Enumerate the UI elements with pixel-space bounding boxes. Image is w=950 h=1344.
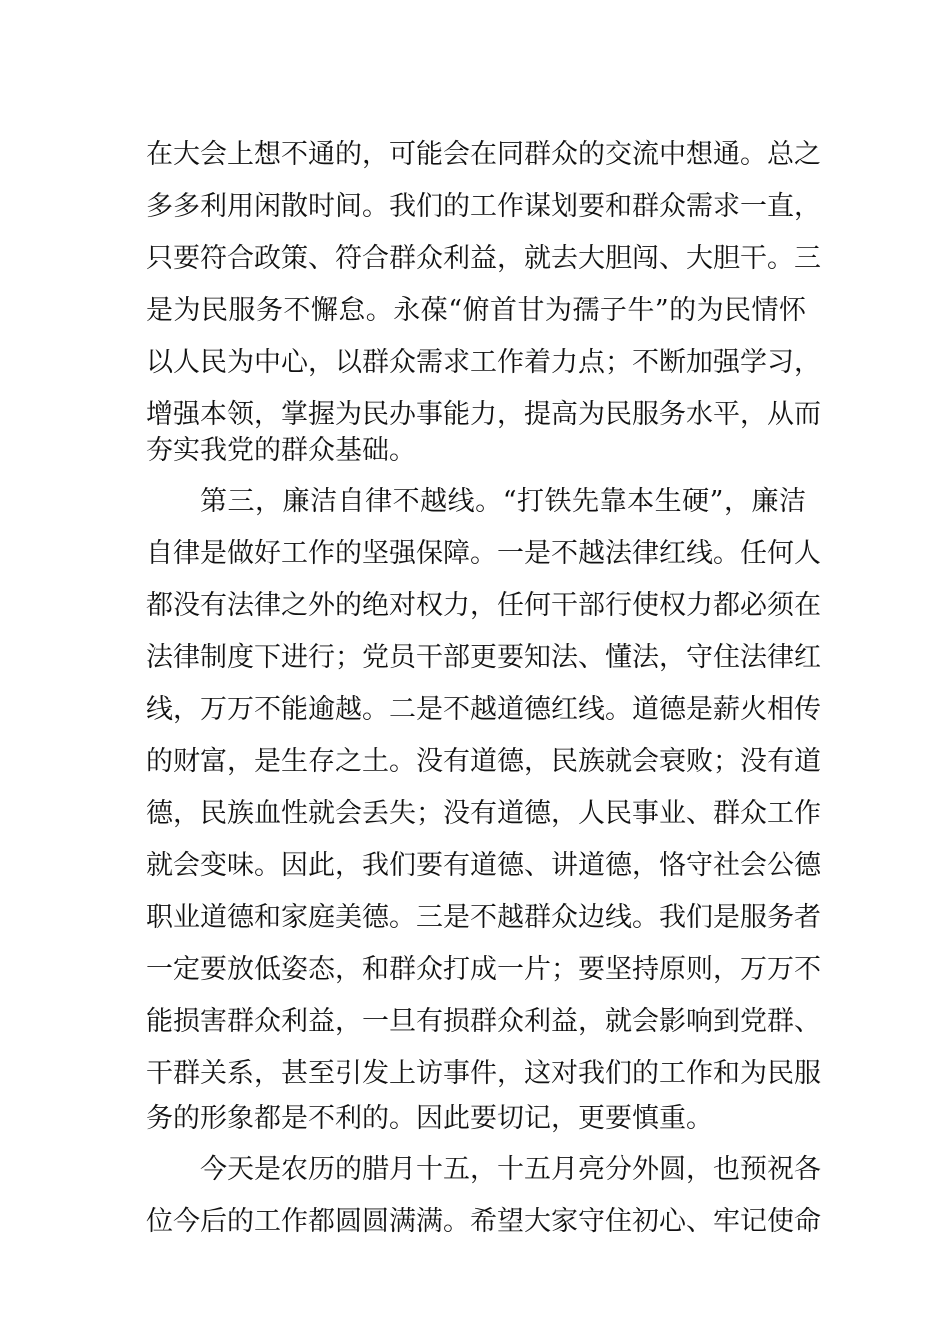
paragraph-first-line: 第三，廉洁自律不越线。“打铁先靠本生硬”，廉洁 [200, 486, 806, 517]
text-line: 增强本领，掌握为民办事能力，提高为民服务水平，从而 [146, 399, 821, 430]
text-line: 法律制度下进行；党员干部更要知法、懂法，守住法律红 [146, 642, 821, 673]
text-line: 务的形象都是不利的。因此要切记，更要慎重。 [146, 1103, 713, 1134]
text-line: 在大会上想不通的，可能会在同群众的交流中想通。总之 [146, 139, 821, 170]
text-line: 自律是做好工作的坚强保障。一是不越法律红线。任何人 [146, 538, 821, 569]
text-line: 干群关系，甚至引发上访事件，这对我们的工作和为民服 [146, 1058, 821, 1089]
text-line: 位今后的工作都圆圆满满。希望大家守住初心、牢记使命 [146, 1206, 821, 1237]
text-line: 以人民为中心，以群众需求工作着力点；不断加强学习， [146, 347, 821, 378]
text-line: 多多利用闲散时间。我们的工作谋划要和群众需求一直， [146, 191, 821, 222]
text-line: 夯实我党的群众基础。 [146, 435, 416, 466]
text-line: 一定要放低姿态，和群众打成一片；要坚持原则，万万不 [146, 954, 821, 985]
text-line: 就会变味。因此，我们要有道德、讲道德，恪守社会公德 [146, 850, 821, 881]
text-line: 能损害群众利益，一旦有损群众利益，就会影响到党群、 [146, 1006, 821, 1037]
text-line: 职业道德和家庭美德。三是不越群众边线。我们是服务者 [146, 902, 821, 933]
text-line: 是为民服务不懈怠。永葆“俯首甘为孺子牛”的为民情怀 [146, 295, 806, 326]
text-line: 都没有法律之外的绝对权力，任何干部行使权力都必须在 [146, 590, 821, 621]
text-line: 线，万万不能逾越。二是不越道德红线。道德是薪火相传 [146, 694, 821, 725]
text-line: 的财富，是生存之土。没有道德，民族就会衰败；没有道 [146, 746, 821, 777]
text-line: 德，民族血性就会丢失；没有道德，人民事业、群众工作 [146, 798, 821, 829]
paragraph-first-line: 今天是农历的腊月十五，十五月亮分外圆，也预祝各 [200, 1154, 821, 1185]
text-line: 只要符合政策、符合群众利益，就去大胆闯、大胆干。三 [146, 243, 821, 274]
